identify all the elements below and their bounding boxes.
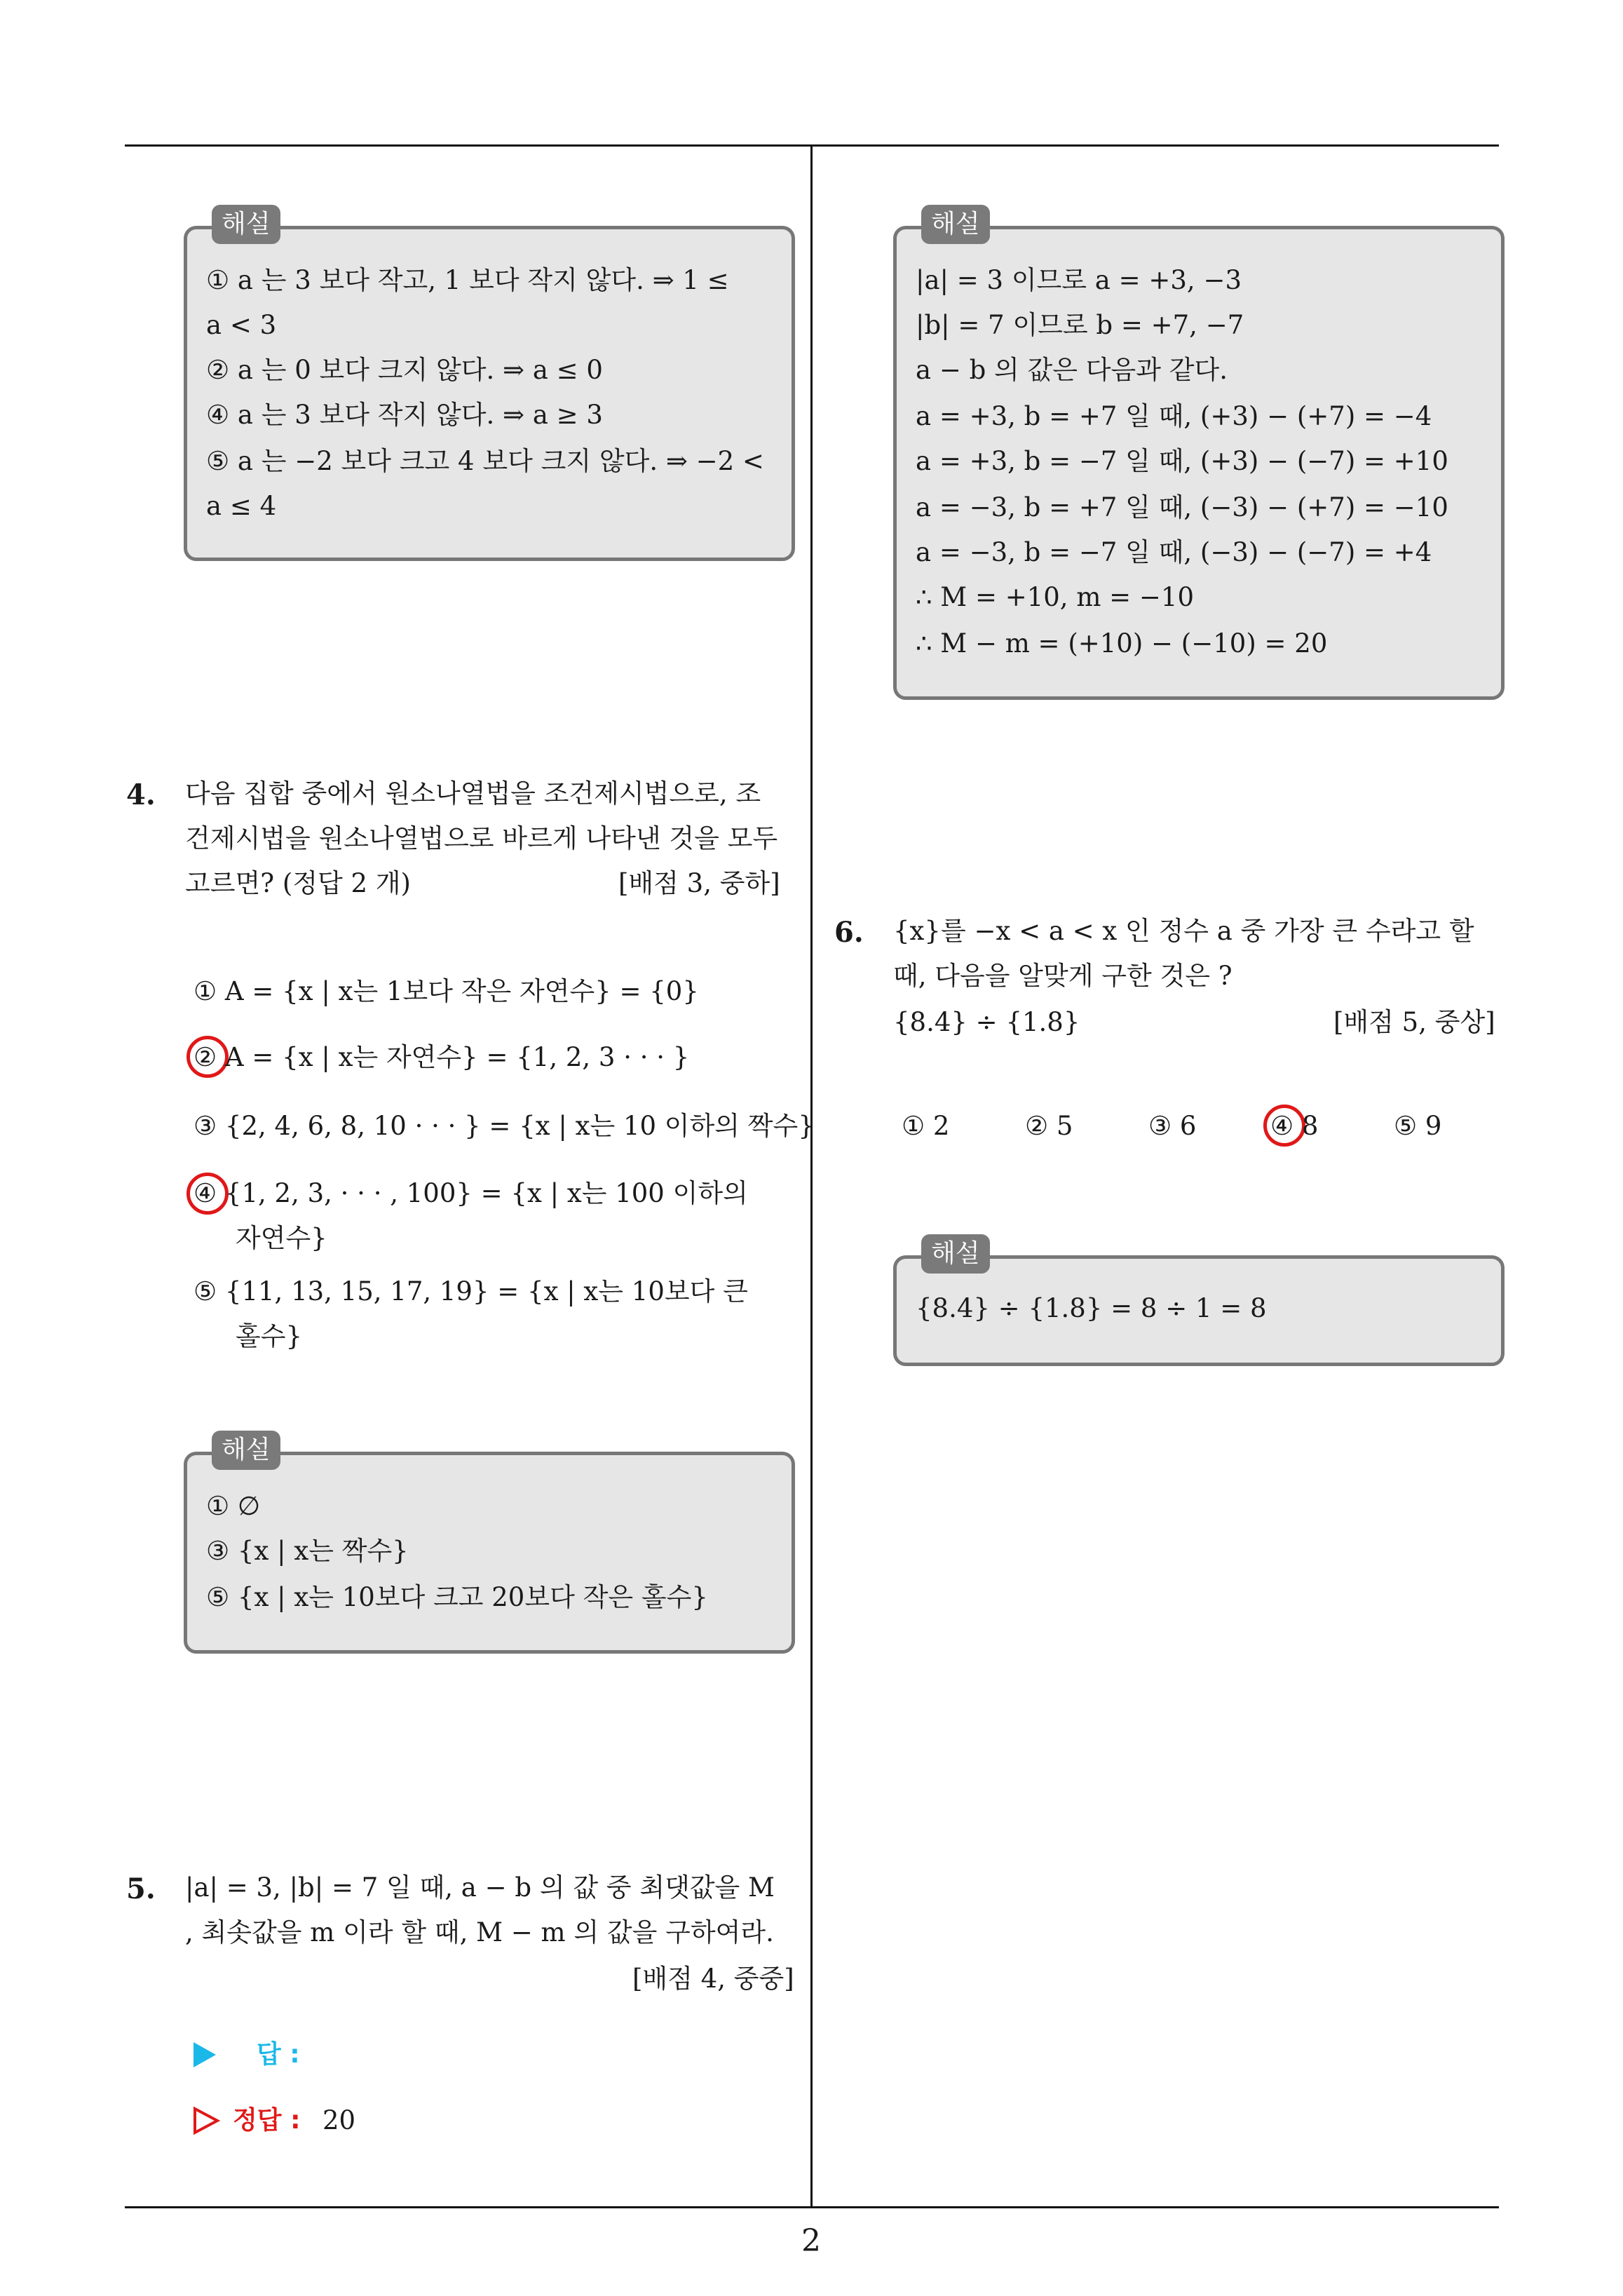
explanation-line: ② a 는 0 보다 크지 않다. ⇒ a ≤ 0: [206, 355, 603, 385]
explanation-line: ⑤ a 는 −2 보다 크고 4 보다 크지 않다. ⇒ −2 <: [206, 446, 764, 476]
question-number: 6.: [834, 916, 864, 949]
answer-option-4[interactable]: ④ {1, 2, 3, · · · , 100} = {x | x는 100 이하의: [193, 1178, 748, 1208]
explanation-line: ⑤ {x | x는 10보다 크고 20보다 작은 홀수}: [206, 1582, 708, 1612]
question-score: [배점 4, 중중]: [632, 1964, 794, 1994]
explanation-line: ① a 는 3 보다 작고, 1 보다 작지 않다. ⇒ 1 ≤: [206, 265, 729, 295]
explanation-line: a ≤ 4: [206, 491, 277, 521]
explanation-tag: 해설: [212, 1431, 280, 1470]
question-text-line: 건제시법을 원소나열법으로 바르게 나타낸 것을 모두: [185, 823, 778, 853]
correct-answer-label: 정답 :: [233, 2106, 301, 2135]
explanation-line: a = −3, b = −7 일 때, (−3) − (−7) = +4: [916, 537, 1432, 567]
explanation-line: a − b 의 값은 다음과 같다.: [916, 355, 1228, 385]
explanation-line: |a| = 3 이므로 a = +3, −3: [916, 265, 1242, 295]
explanation-line: {8.4} ÷ {1.8} = 8 ÷ 1 = 8: [916, 1293, 1267, 1323]
bottom-rule: [125, 2206, 1499, 2208]
answer-arrow-icon: [193, 2042, 216, 2067]
question-score: [배점 3, 중하]: [618, 868, 780, 898]
explanation-line: ∴ M − m = (+10) − (−10) = 20: [916, 628, 1328, 659]
answer-option-5[interactable]: ⑤ {11, 13, 15, 17, 19} = {x | x는 10보다 큰: [193, 1276, 748, 1306]
answer-option-3[interactable]: ③ {2, 4, 6, 8, 10 · · · } = {x | x는 10 이하의 짝수}: [193, 1111, 815, 1141]
explanation-line: a = −3, b = +7 일 때, (−3) − (+7) = −10: [916, 492, 1448, 522]
explanation-line: |b| = 7 이므로 b = +7, −7: [916, 310, 1244, 340]
answer-option-5[interactable]: ⑤ 9: [1394, 1111, 1442, 1141]
question-score: [배점 5, 중상]: [1333, 1007, 1495, 1037]
question-text-line: {8.4} ÷ {1.8}: [893, 1007, 1080, 1037]
explanation-tag: 해설: [212, 205, 280, 244]
question-text-line: , 최솟값을 m 이라 할 때, M − m 의 값을 구하여라.: [185, 1917, 774, 1947]
answer-option-2[interactable]: ② 5: [1025, 1111, 1073, 1141]
column-divider: [810, 144, 813, 2206]
explanation-line: a < 3: [206, 310, 277, 340]
question-text-line: 고르면? (정답 2 개): [185, 868, 411, 898]
answer-option-1[interactable]: ① 2: [902, 1111, 950, 1141]
question-text-line: |a| = 3, |b| = 7 일 때, a − b 의 값 중 최댓값을 M: [185, 1872, 775, 1903]
question-number: 5.: [126, 1872, 156, 1905]
page-number: 2: [801, 2223, 821, 2259]
answer-option-5-cont: 홀수}: [236, 1321, 303, 1351]
explanation-tag: 해설: [921, 1234, 990, 1274]
answer-option-3[interactable]: ③ 6: [1148, 1111, 1197, 1141]
question-number: 4.: [126, 778, 156, 811]
answer-option-2[interactable]: ② A = {x | x는 자연수} = {1, 2, 3 · · · }: [193, 1042, 690, 1072]
answer-option-4-cont: 자연수}: [236, 1223, 327, 1253]
explanation-line: ① ∅: [206, 1491, 261, 1521]
explanation-line: a = +3, b = −7 일 때, (+3) − (−7) = +10: [916, 446, 1448, 476]
correct-answer-value: 20: [322, 2105, 356, 2135]
question-text-line: 다음 집합 중에서 원소나열법을 조건제시법으로, 조: [185, 778, 761, 809]
explanation-line: ∴ M = +10, m = −10: [916, 582, 1195, 612]
explanation-line: ③ {x | x는 짝수}: [206, 1536, 409, 1566]
correct-arrow-icon: [192, 2107, 220, 2135]
answer-label: 답 :: [257, 2040, 300, 2069]
question-text-line: 때, 다음을 알맞게 구한 것은 ?: [893, 961, 1232, 991]
question-text-line: {x}를 −x < a < x 인 정수 a 중 가장 큰 수라고 할: [893, 916, 1474, 946]
answer-option-4[interactable]: ④ 8: [1270, 1111, 1319, 1141]
answer-input-area[interactable]: [330, 2037, 750, 2073]
explanation-line: ④ a 는 3 보다 작지 않다. ⇒ a ≥ 3: [206, 400, 603, 430]
answer-option-1[interactable]: ① A = {x | x는 1보다 작은 자연수} = {0}: [193, 976, 699, 1006]
explanation-line: a = +3, b = +7 일 때, (+3) − (+7) = −4: [916, 401, 1432, 431]
explanation-tag: 해설: [921, 205, 990, 244]
